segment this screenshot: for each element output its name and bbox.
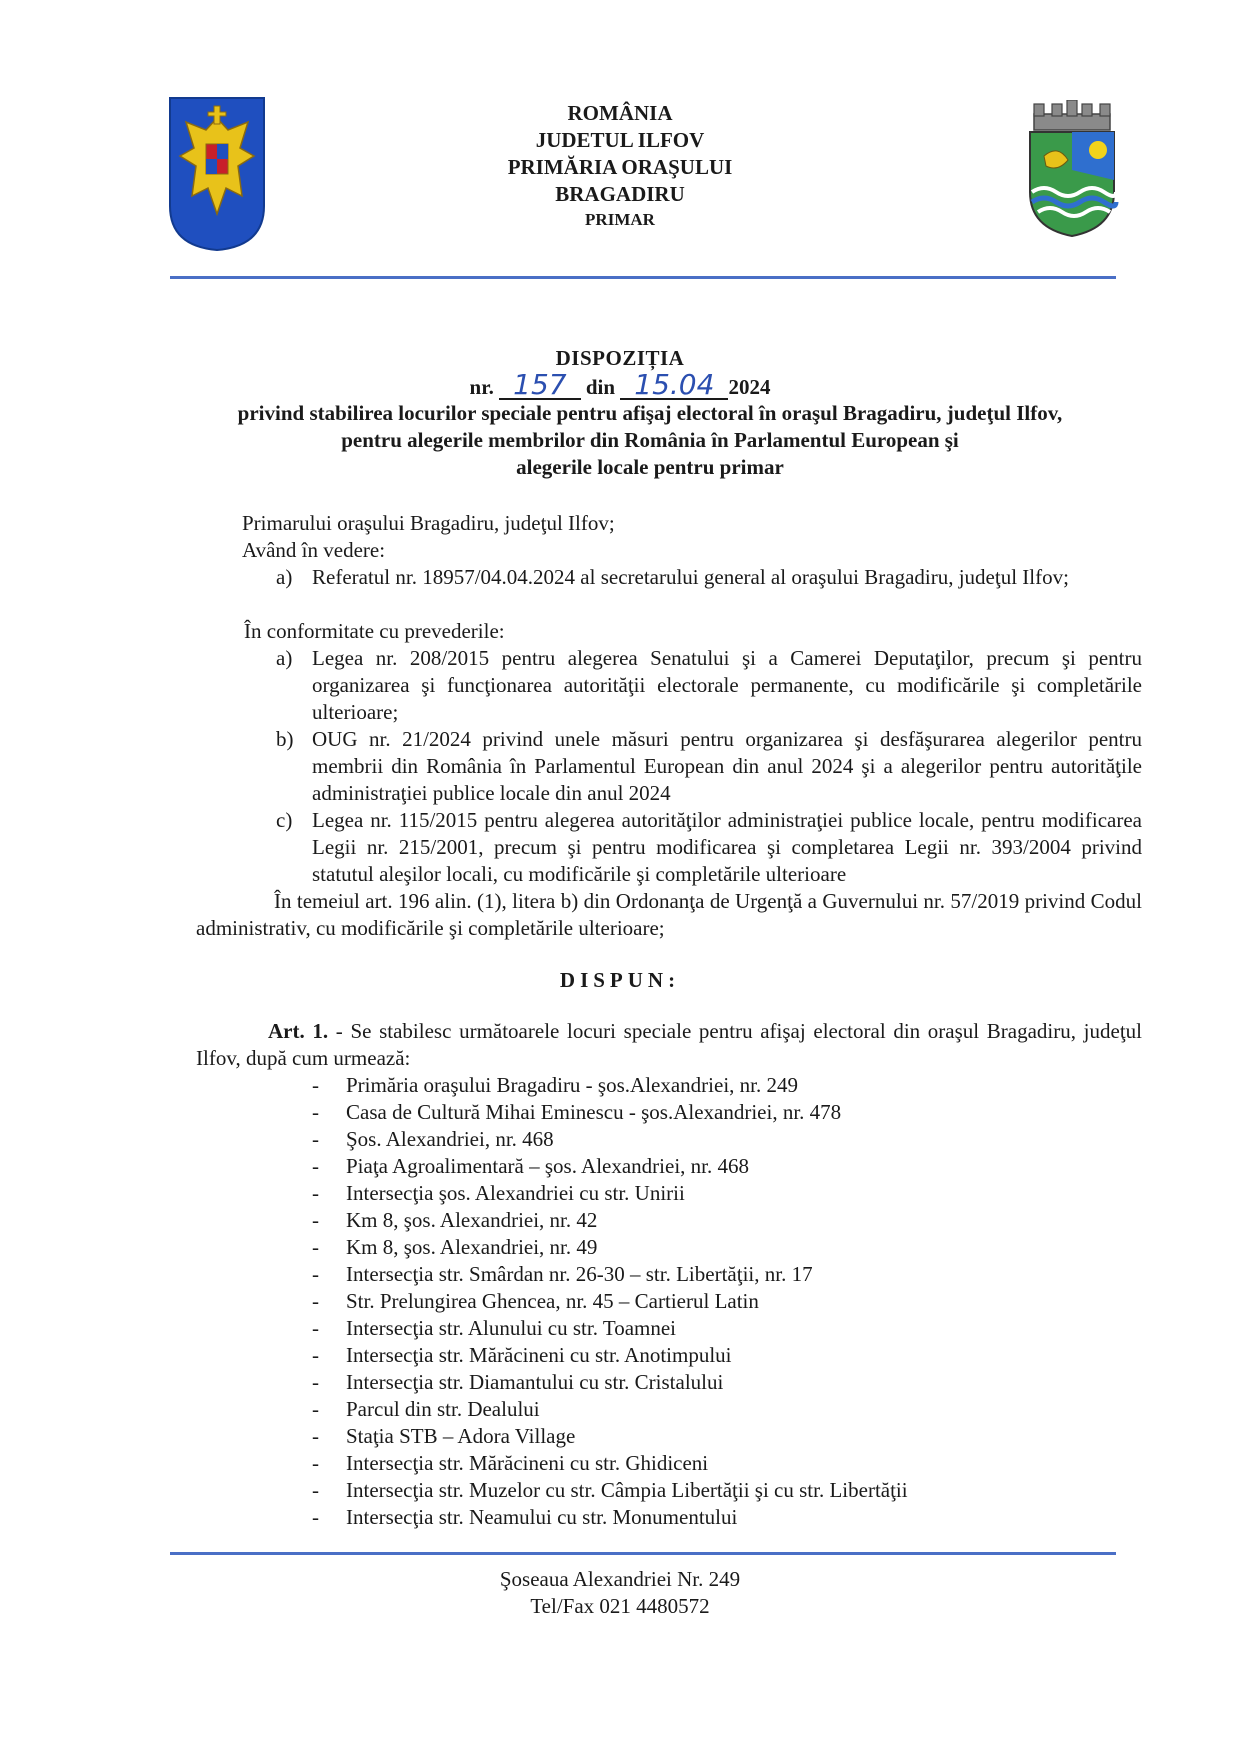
header-country: ROMÂNIA — [567, 101, 673, 125]
header-institution: PRIMĂRIA ORAŞULUI — [507, 155, 733, 179]
handwritten-number: 157 — [499, 372, 580, 400]
location-text: Staţia STB – Adora Village — [346, 1424, 576, 1448]
location-text: Km 8, şos. Alexandriei, nr. 42 — [346, 1208, 598, 1232]
article-1-label: Art. 1. — [268, 1019, 329, 1043]
header-town: BRAGADIRU — [555, 182, 685, 206]
list-item — [312, 1396, 908, 1423]
footer-phone: Tel/Fax 021 4480572 — [530, 1594, 710, 1618]
list-item — [312, 1450, 908, 1477]
list-item — [312, 1342, 908, 1369]
location-text: Km 8, şos. Alexandriei, nr. 49 — [346, 1235, 598, 1259]
list-item — [312, 1369, 908, 1396]
location-text: Intersecţia str. Smârdan nr. 26-30 – str. Libertăţii, nr. 17 — [346, 1262, 813, 1286]
subject-line-2: pentru alegerile membrilor din România în Parlamentul European şi — [341, 428, 959, 452]
list-item — [312, 1234, 908, 1261]
location-text: Parcul din str. Dealului — [346, 1397, 540, 1421]
document-subject — [180, 400, 1120, 481]
list-dash: - — [312, 1343, 319, 1367]
article-1-text: - Se stabilesc următoarele locuri speciale pentru afişaj electoral din oraşul Bragadiru, judeţul Ilfov, după cum urmează: — [196, 1019, 1142, 1070]
list-dash: - — [312, 1208, 319, 1232]
din-label: din — [585, 375, 616, 399]
list-item — [312, 1099, 908, 1126]
list-dash: - — [312, 1370, 319, 1394]
list-dash: - — [312, 1073, 319, 1097]
legal-basis-paragraph: În temeiul art. 196 alin. (1), litera b) din Ordonanţa de Urgenţă a Guvernului nr. 57/2019 privind Codul administrativ, cu modificările şi completările ulterioare; — [196, 889, 1142, 940]
location-text: Intersecţia şos. Alexandriei cu str. Unirii — [346, 1181, 685, 1205]
location-text: Casa de Cultură Mihai Eminescu - şos.Alexandriei, nr. 478 — [346, 1100, 842, 1124]
year-label: 2024 — [728, 375, 771, 399]
header-divider — [170, 276, 1116, 279]
list-dash: - — [312, 1316, 319, 1340]
list-item — [312, 1126, 908, 1153]
list-dash: - — [312, 1100, 319, 1124]
list-dash: - — [312, 1154, 319, 1178]
avand-item-a: Referatul nr. 18957/04.04.2024 al secretarului general al oraşului Bragadiru, judeţul Ilfov; — [312, 565, 1069, 589]
conform-item-a: Legea nr. 208/2015 pentru alegerea Senatului şi a Camerei Deputaţilor, precum şi pentru organizarea şi funcţionarea autorităţii electorale permanente, cu modificările şi completările ulterioare; — [312, 646, 1142, 724]
list-dash: - — [312, 1181, 319, 1205]
location-text: Primăria oraşului Bragadiru - şos.Alexandriei, nr. 249 — [346, 1073, 798, 1097]
conform-item-label-a: a) — [276, 646, 293, 670]
list-item — [312, 1504, 908, 1531]
romania-coat-of-arms-icon — [168, 96, 266, 252]
list-item — [312, 1477, 908, 1504]
list-dash: - — [312, 1478, 319, 1502]
conform-item-b: OUG nr. 21/2024 privind unele măsuri pentru organizarea şi desfăşurarea alegerilor pentru membrii din România în Parlamentul European din anul 2024 şi a alegerilor pentru autorităţile administraţiei publice locale din anul 2024 — [312, 727, 1142, 805]
intro-line: Primarului oraşului Bragadiru, judeţul Ilfov; — [242, 511, 615, 535]
list-item — [312, 1153, 908, 1180]
subject-line-3: alegerile locale pentru primar — [516, 455, 784, 479]
bragadiru-coat-of-arms-icon — [1024, 100, 1120, 240]
list-item — [312, 1072, 908, 1099]
location-list — [312, 1072, 908, 1531]
list-dash: - — [312, 1127, 319, 1151]
list-dash: - — [312, 1262, 319, 1286]
list-item — [312, 1288, 908, 1315]
conform-item-c: Legea nr. 115/2015 pentru alegerea autorităţilor administraţiei publice locale, pentru modificarea Legii nr. 215/2001, precum şi pentru modificarea şi completarea Legii nr. 393/2004 privind statutul aleşilor locali, cu modificările şi completările ulterioare — [312, 808, 1142, 886]
avand-heading: Având în vedere: — [242, 538, 386, 562]
location-text: Şos. Alexandriei, nr. 468 — [346, 1127, 554, 1151]
location-text: Piaţa Agroalimentară – şos. Alexandriei, nr. 468 — [346, 1154, 749, 1178]
subject-line-1: privind stabilirea locurilor speciale pentru afişaj electoral în oraşul Bragadiru, judeţul Ilfov, — [237, 401, 1063, 425]
list-dash: - — [312, 1397, 319, 1421]
dispun-heading: DISPUN: — [559, 968, 681, 992]
location-text: Intersecţia str. Neamului cu str. Monumentului — [346, 1505, 738, 1529]
location-text: Str. Prelungirea Ghencea, nr. 45 – Cartierul Latin — [346, 1289, 759, 1313]
list-dash: - — [312, 1451, 319, 1475]
list-item — [312, 1261, 908, 1288]
list-item — [312, 1207, 908, 1234]
conform-item-label-c: c) — [276, 808, 293, 832]
conform-heading: În conformitate cu prevederile: — [244, 619, 505, 643]
document-title: DISPOZIȚIA — [555, 346, 685, 370]
list-item — [312, 1315, 908, 1342]
list-dash: - — [312, 1289, 319, 1313]
nr-label: nr. — [469, 375, 494, 399]
location-text: Intersecţia str. Diamantului cu str. Cristalului — [346, 1370, 724, 1394]
location-text: Intersecţia str. Mărăcineni cu str. Anotimpului — [346, 1343, 732, 1367]
footer-divider — [170, 1552, 1116, 1555]
list-dash: - — [312, 1424, 319, 1448]
footer-address: Şoseaua Alexandriei Nr. 249 — [499, 1567, 741, 1591]
handwritten-date: 15.04 — [620, 372, 728, 400]
location-text: Intersecţia str. Muzelor cu str. Câmpia Libertăţii şi cu str. Libertăţii — [346, 1478, 908, 1502]
list-dash: - — [312, 1505, 319, 1529]
article-1 — [196, 1018, 1142, 1072]
header-office: PRIMAR — [585, 210, 655, 229]
document-number-line — [0, 368, 1240, 401]
institution-header — [430, 100, 810, 232]
conform-item-label-b: b) — [276, 727, 294, 751]
avand-item-label-a: a) — [276, 565, 293, 589]
list-item — [312, 1423, 908, 1450]
list-item — [312, 1180, 908, 1207]
location-text: Intersecţia str. Alunului cu str. Toamnei — [346, 1316, 677, 1340]
header-county: JUDETUL ILFOV — [535, 128, 705, 152]
list-dash: - — [312, 1235, 319, 1259]
location-text: Intersecţia str. Mărăcineni cu str. Ghidiceni — [346, 1451, 709, 1475]
